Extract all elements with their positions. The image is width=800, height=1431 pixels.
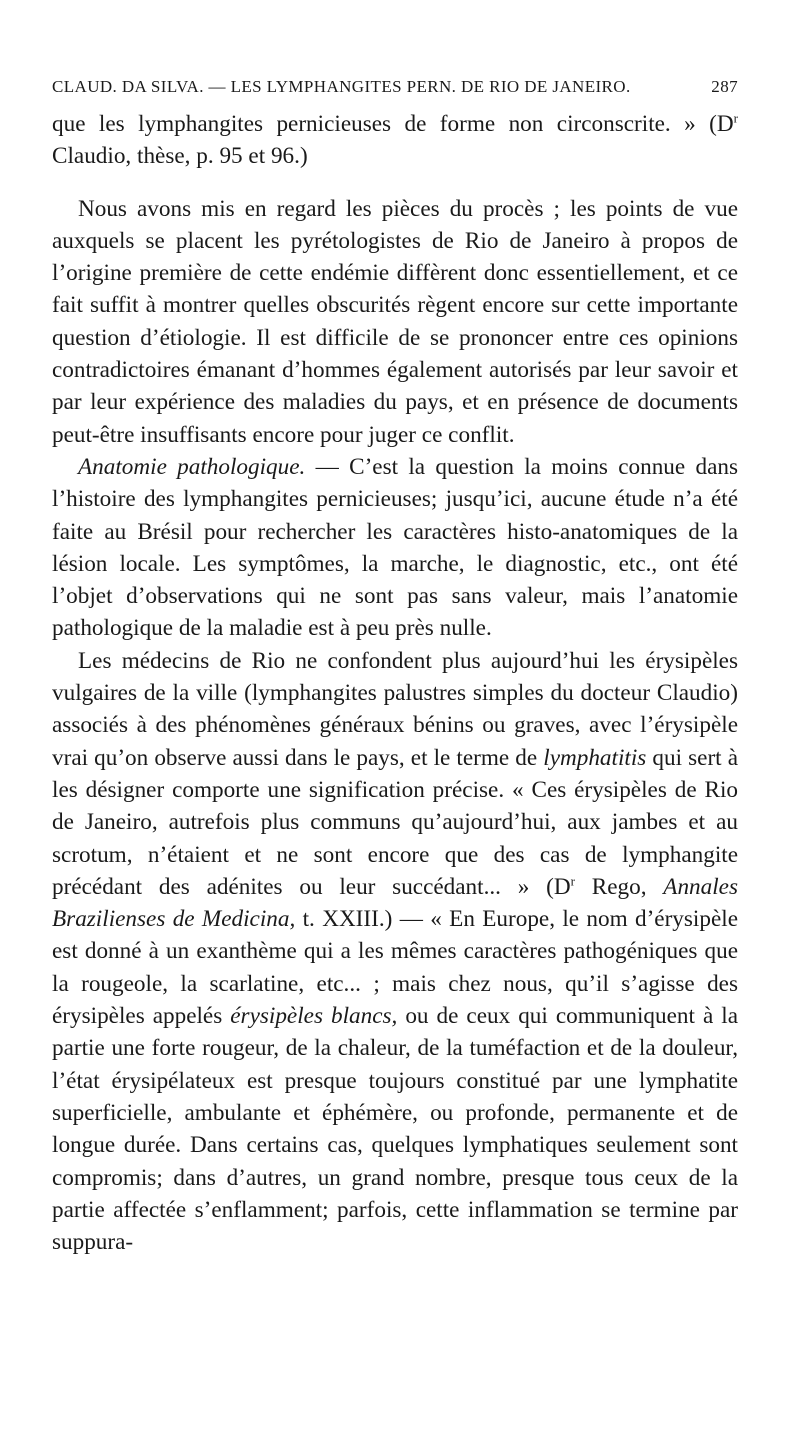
italic-term: lymphatitis xyxy=(543,744,647,771)
paragraph-erysipelas xyxy=(52,645,738,1259)
paragraph-text: ou de ceux qui communiquent à la partie une forte rougeur, de la chaleur, de la tuméfaction et de la douleur, l’état érysipélateux est presque toujours constitué par une lymphatite superficielle, ambulante et éphémère, ou profonde, permanente et de longue durée. Dans certains cas, quelques lymphatiques seulement sont compromis; dans d’autres, un grand nombre, presque tous ceux de la partie affectée s’enflamment; parfois, cette inflammation se termine par suppura- xyxy=(52,1003,738,1256)
paragraph-text: t. XXIII.) — « En Europe, le nom d’érysipèle est donné à un exanthème qui a les mêmes caractères pathogéniques que la rougeole, la scarlatine, etc... ; mais chez nous, qu’il s’agisse des érysipèles appelés xyxy=(52,906,738,1030)
paragraph-text: Rego, xyxy=(574,873,664,900)
paragraph-text: Les médecins de Rio ne confondent plus aujourd’hui les érysipèles vulgaires de la ville (lymphangites palustres simples du docteur Claudio) associés à des phénomènes généraux bénins ou graves, avec l’érysipèle vrai qu’on observe aussi dans le pays, et le terme de xyxy=(52,647,738,771)
superscript: r xyxy=(570,873,575,889)
section-title: Anatomie pathologique. xyxy=(78,453,306,480)
italic-citation: Annales Brazilienses de Medicina, xyxy=(52,873,738,933)
body-text xyxy=(52,108,738,1258)
paragraph-text: Nous avons mis en regard les pièces du procès ; les points de vue auxquels se placent les pyrétologistes de Rio de Janeiro à propos de l’origine première de cette endémie diffèrent donc essentiellement, et ce fait suffit à montrer quelles obscurités règent encore sur cette importante question d’étiologie. Il est difficile de se prononcer entre ces opinions contradictoires émanant d’hommes également autorisés par leur savoir et par leur expérience des maladies du pays, et en présence de documents peut-être insuffisants encore pour juger ce conflit. xyxy=(52,195,738,448)
paragraph-text: qui sert à les désigner comporte une signification précise. « Ces érysipèles de Rio de Janeiro, autrefois plus communs qu’aujourd’hui, aux jambes et au scrotum, n’étaient et ne sont encore que des cas de lymphangite précédant des adénites ou leur succédant... » (D xyxy=(52,744,738,900)
running-title: CLAUD. DA SILVA. — LES LYMPHANGITES PERN. DE RIO DE JANEIRO. xyxy=(52,77,631,96)
paragraph-etiology xyxy=(52,193,738,451)
page-number: 287 xyxy=(711,77,738,96)
paragraph-gap xyxy=(52,173,738,193)
running-head xyxy=(52,76,738,98)
superscript: r xyxy=(733,110,738,126)
paragraph-text: que les lymphangites pernicieuses de forme non circonscrite. » (D xyxy=(52,111,734,137)
paragraph-text: — C’est la question la moins connue dans l’histoire des lymphangites pernicieuses; jusqu’ici, aucune étude n’a été faite au Brésil pour rechercher les caractères histo-anatomiques de la lésion locale. Les symptômes, la marche, le diagnostic, etc., ont été l’objet d’observations qui ne sont pas sans valeur, mais l’anatomie pathologique de la maladie est à peu près nulle. xyxy=(52,453,738,642)
paragraph-anatomy xyxy=(52,451,738,645)
paragraph-continuation xyxy=(52,108,738,173)
paragraph-text: Claudio, thèse, p. 95 et 96.) xyxy=(52,143,308,170)
italic-term: érysipèles blancs, xyxy=(230,1003,398,1030)
